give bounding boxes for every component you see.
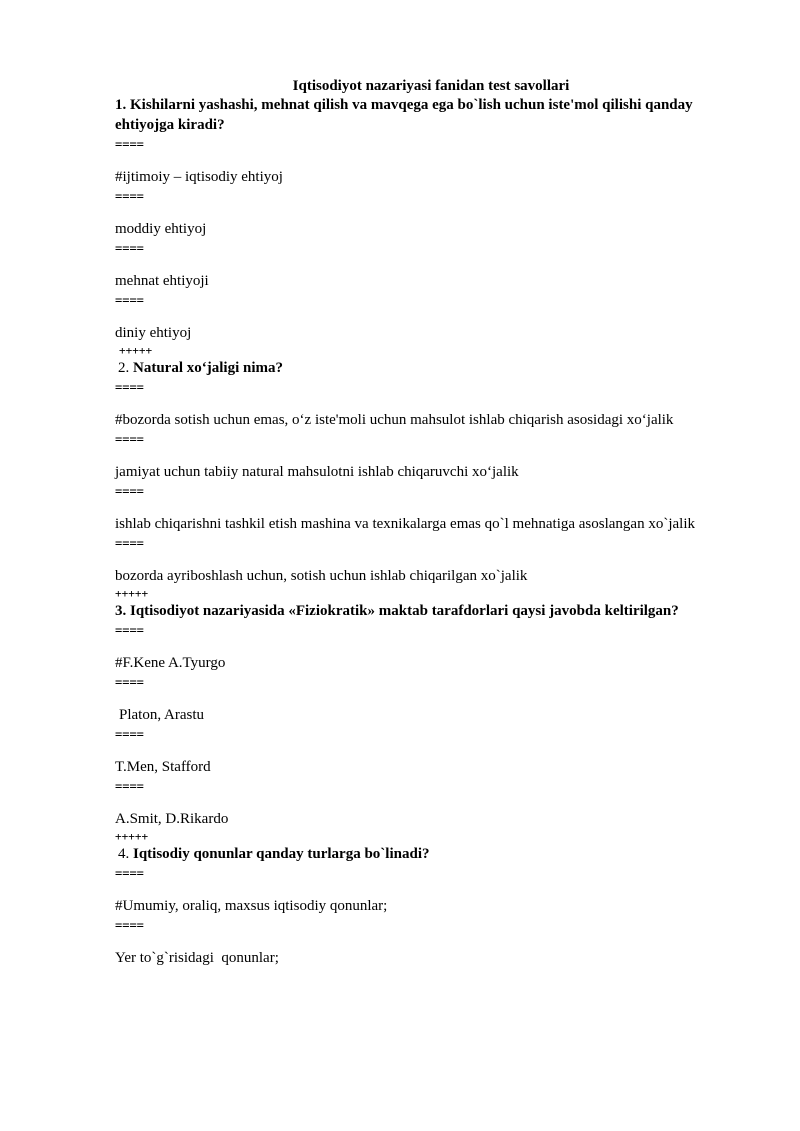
question-text: Iqtisodiyot nazariyasida «Fiziokratik» maktab tarafdorlari qaysi javobda keltirilgan?	[130, 603, 679, 619]
separator: ====	[115, 189, 144, 203]
separator: ====	[115, 675, 144, 689]
document-title: Iqtisodiyot nazariyasi fanidan test savollari	[292, 78, 570, 94]
separator: ====	[115, 623, 144, 637]
answer-option: bozorda ayriboshlash uchun, sotish uchun ishlab chiqarilgan xo`jalik	[115, 568, 528, 584]
separator: ====	[115, 137, 144, 151]
answer-option: Platon, Arastu	[119, 707, 204, 723]
separator: ====	[115, 293, 144, 307]
question-number: 1.	[115, 97, 127, 113]
answer-end-marker: +++++	[119, 344, 153, 357]
answer-option: jamiyat uchun tabiiy natural mahsulotni ishlab chiqaruvchi xo‘jalik	[115, 464, 519, 480]
question-3	[115, 601, 755, 621]
question-number: 2.	[118, 360, 130, 376]
separator: ====	[115, 380, 144, 394]
separator: ====	[115, 918, 144, 932]
question-number: 3.	[115, 603, 127, 619]
question-1	[115, 95, 755, 135]
question-text: Kishilarni yashashi, mehnat qilish va mavqega ega bo`lish uchun iste'mol qilishi qanday ehtiyojga kiradi?	[115, 97, 693, 133]
question-text: Iqtisodiy qonunlar qanday turlarga bo`linadi?	[133, 846, 430, 862]
separator: ====	[115, 866, 144, 880]
answer-option: mehnat ehtiyoji	[115, 273, 209, 289]
answer-option: A.Smit, D.Rikardo	[115, 811, 229, 827]
answer-option: #ijtimoiy – iqtisodiy ehtiyoj	[115, 169, 283, 185]
answer-option: Yer to`g`risidagi qonunlar;	[115, 950, 279, 966]
answer-option: #F.Kene A.Tyurgo	[115, 655, 226, 671]
test-content	[115, 95, 755, 968]
answer-option: #Umumiy, oraliq, maxsus iqtisodiy qonunlar;	[115, 898, 388, 914]
separator: ====	[115, 484, 144, 498]
separator: ====	[115, 241, 144, 255]
answer-option: diniy ehtiyoj	[115, 325, 192, 341]
answer-option: moddiy ehtiyoj	[115, 221, 207, 237]
separator: ====	[115, 727, 144, 741]
separator: ====	[115, 536, 144, 550]
question-number: 4.	[118, 846, 130, 862]
answer-end-marker: +++++	[115, 830, 149, 843]
answer-option: T.Men, Stafford	[115, 759, 211, 775]
separator: ====	[115, 432, 144, 446]
question-2	[115, 358, 755, 378]
answer-option: ishlab chiqarishni tashkil etish mashina va texnikalarga emas qo`l mehnatiga asoslangan xo`jalik	[115, 516, 695, 532]
question-text: Natural xo‘jaligi nima?	[133, 360, 283, 376]
separator: ====	[115, 779, 144, 793]
answer-option: #bozorda sotish uchun emas, o‘z iste'moli uchun mahsulot ishlab chiqarish asosidagi xo‘jalik	[115, 412, 674, 428]
question-4	[115, 844, 755, 864]
answer-end-marker: +++++	[115, 587, 149, 600]
